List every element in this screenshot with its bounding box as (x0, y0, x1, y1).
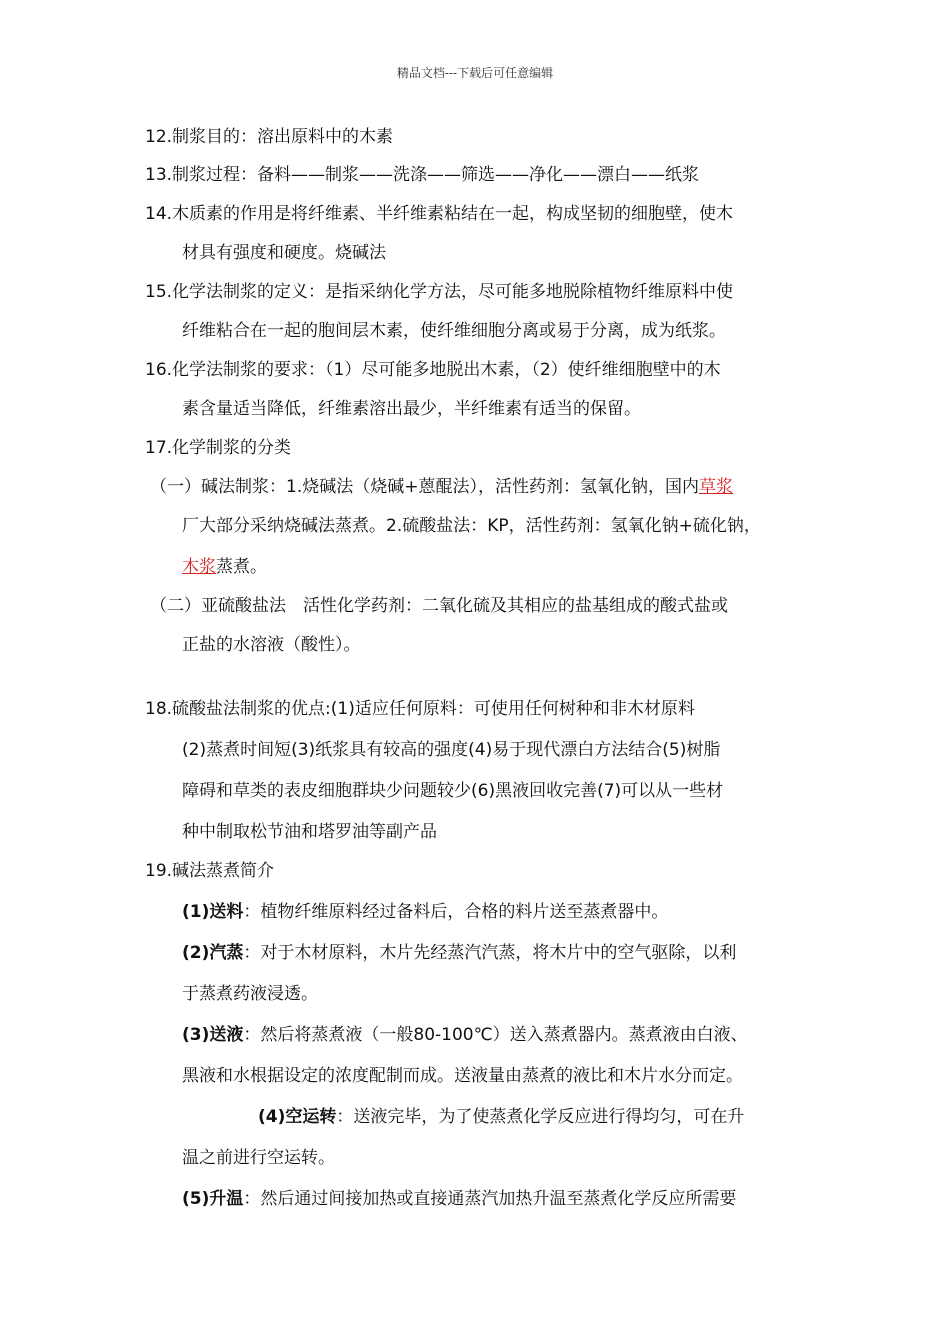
step-4-text: ：送液完毕，为了使蒸煮化学反应进行得均匀，可在升 (336, 1107, 745, 1127)
step-5-text: ：然后通过间接加热或直接通蒸汽加热升温至蒸煮化学反应所需要 (243, 1189, 737, 1209)
step-3-line1 (182, 1024, 748, 1046)
step-3-text: ：然后将蒸煮液（一般80-100℃）送入蒸煮器内。蒸煮液由白液、 (243, 1025, 748, 1045)
section-2-line2: 正盐的水溶液（酸性）。 (182, 635, 361, 655)
item-18-line4: 种中制取松节油和塔罗油等副产品 (182, 822, 437, 842)
step-2-line1 (182, 942, 736, 964)
item-17: 17.化学制浆的分类 (145, 438, 292, 458)
item-12: 12.制浆目的：溶出原料中的木素 (145, 127, 394, 147)
step-3-label: (3)送液 (182, 1025, 244, 1045)
section-1-line1 (150, 476, 733, 498)
page-header: 精品文档---下载后可任意编辑 (396, 66, 554, 80)
item-15-line2: 纤维粘合在一起的胞间层木素，使纤维细胞分离或易于分离，成为纸浆。 (182, 321, 726, 341)
step-4-line1 (258, 1106, 744, 1128)
step-4-label: (4)空运转 (258, 1107, 337, 1127)
item-18-line2: (2)蒸煮时间短(3)纸浆具有较高的强度(4)易于现代漂白方法结合(5)树脂 (182, 740, 721, 760)
step-5 (182, 1188, 736, 1210)
item-16-line1: 16.化学法制浆的要求：（1）尽可能多地脱出木素，（2）使纤维细胞壁中的木 (145, 360, 721, 380)
section-1-line3 (182, 556, 267, 578)
section-1-line2: 厂大部分采纳烧碱法蒸煮。2.硫酸盐法：KP，活性药剂：氢氧化钠+硫化钠， (182, 516, 761, 536)
step-1-label: (1)送料 (182, 902, 244, 922)
section-1-tail: 蒸煮。 (216, 557, 267, 577)
item-13: 13.制浆过程：备料——制浆——洗涤——筛选——净化——漂白——纸浆 (145, 165, 700, 185)
item-16-line2: 素含量适当降低，纤维素溶出最少，半纤维素有适当的保留。 (182, 399, 641, 419)
highlight-caojiang: 草浆 (698, 477, 733, 497)
step-2-label: (2)汽蒸 (182, 943, 244, 963)
step-4-line2: 温之前进行空运转。 (182, 1148, 335, 1168)
step-1-text: ：植物纤维原料经过备料后，合格的料片送至蒸煮器中。 (243, 902, 669, 922)
item-14-line1: 14.木质素的作用是将纤维素、半纤维素粘结在一起，构成坚韧的细胞壁，使木 (145, 204, 734, 224)
step-1 (182, 901, 668, 923)
highlight-mujiang: 木浆 (182, 557, 216, 577)
step-3-line2: 黑液和水根据设定的浓度配制而成。送液量由蒸煮的液比和木片水分而定。 (182, 1066, 743, 1086)
step-5-label: (5)升温 (182, 1189, 244, 1209)
item-19: 19.碱法蒸煮简介 (145, 861, 275, 881)
section-2-line1: （二）亚硫酸盐法 活性化学药剂：二氧化硫及其相应的盐基组成的酸式盐或 (150, 596, 728, 616)
section-1-text: （一）碱法制浆：1.烧碱法（烧碱+蒽醌法），活性药剂：氢氧化钠，国内 (150, 477, 699, 497)
item-18-line1: 18.硫酸盐法制浆的优点:(1)适应任何原料：可使用任何树种和非木材原料 (145, 699, 695, 719)
item-14-line2: 材具有强度和硬度。烧碱法 (182, 243, 386, 263)
item-15-line1: 15.化学法制浆的定义：是指采纳化学方法，尽可能多地脱除植物纤维原料中使 (145, 282, 734, 302)
step-2-line2: 于蒸煮药液浸透。 (182, 984, 318, 1004)
item-18-line3: 障碍和草类的表皮细胞群块少问题较少(6)黑液回收完善(7)可以从一些材 (182, 781, 724, 801)
step-2-text: ：对于木材原料，木片先经蒸汽汽蒸，将木片中的空气驱除，以利 (243, 943, 737, 963)
